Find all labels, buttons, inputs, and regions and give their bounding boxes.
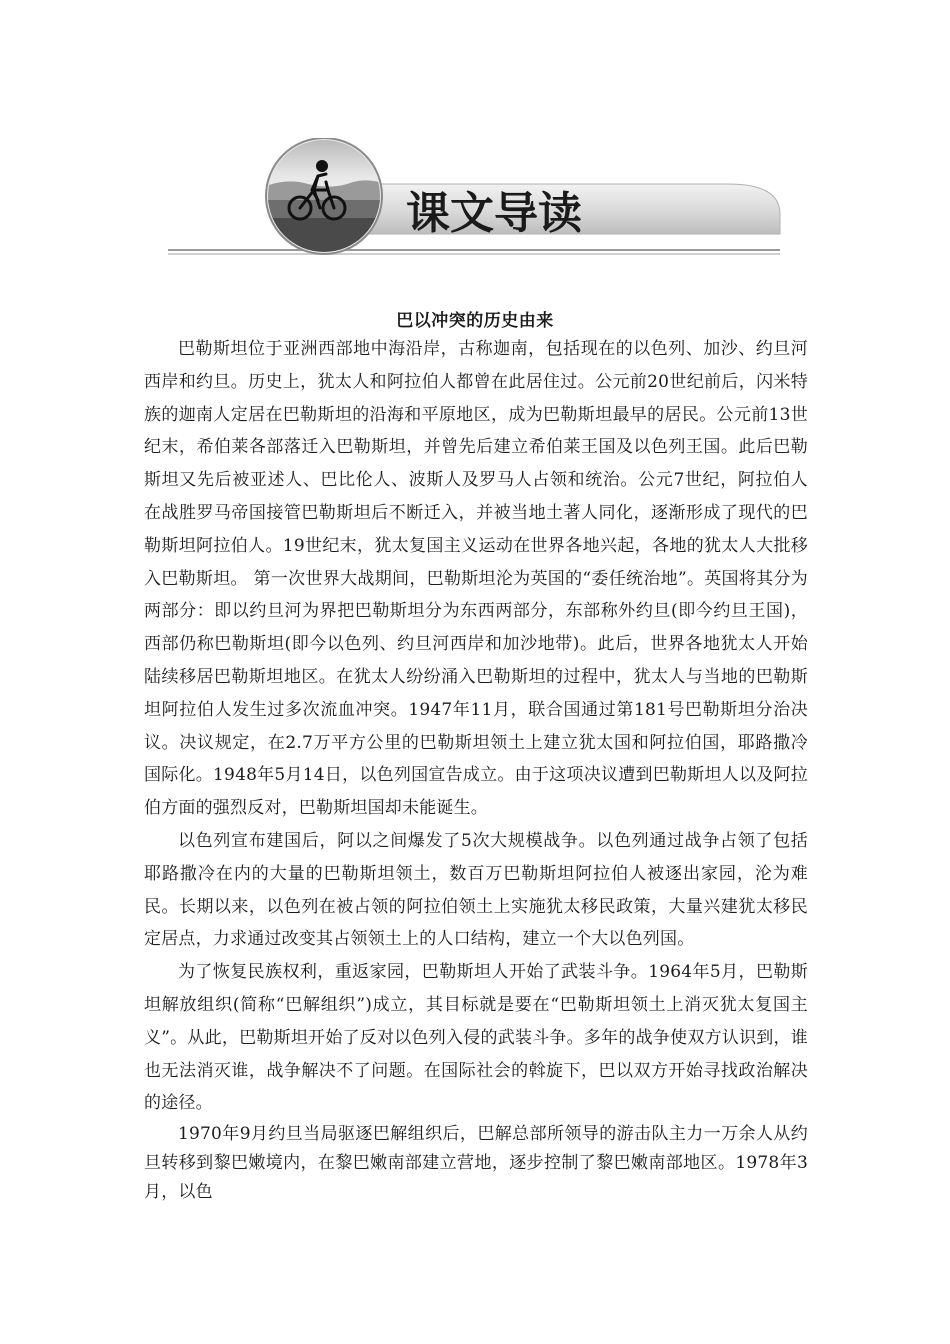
banner-graphic [168,138,788,268]
paragraph-1: 巴勒斯坦位于亚洲西部地中海沿岸，古称迦南，包括现在的以色列、加沙、约旦河西岸和约旦。历史上，犹太人和阿拉伯人都曾在此居住过。公元前20世纪前后，闪米特族的迦南人定居在巴勒斯坦的沿海和平原地区，成为巴勒斯坦最早的居民。公元前13世纪末，希伯莱各部落迁入巴勒斯坦，并曾先后建立希伯莱王国及以色列王国。此后巴勒斯坦又先后被亚述人、巴比伦人、波斯人及罗马人占领和统治。公元7世纪，阿拉伯人在战胜罗马帝国接管巴勒斯坦后不断迁入，并被当地土著人同化，逐渐形成了现代的巴勒斯坦阿拉伯人。19世纪末，犹太复国主义运动在世界各地兴起，各地的犹太人大批移入巴勒斯坦。 第一次世界大战期间，巴勒斯坦沦为英国的“委任统治地”。英国将其分为两部分：即以约旦河为界把巴勒斯坦分为东西两部分，东部称外约旦(即今约旦王国)，西部仍称巴勒斯坦(即今以色列、约旦河西岸和加沙地带)。此后，世界各地犹太人开始陆续移居巴勒斯坦地区。在犹太人纷纷涌入巴勒斯坦的过程中，犹太人与当地的巴勒斯坦阿拉伯人发生过多次流血冲突。1947年11月，联合国通过第181号巴勒斯坦分治决议。决议规定，在2.7万平方公里的巴勒斯坦领土上建立犹太国和阿拉伯国，耶路撒冷国际化。1948年5月14日，以色列国宣告成立。由于这项决议遭到巴勒斯坦人以及阿拉伯方面的强烈反对，巴勒斯坦国却未能诞生。 [144,339,808,819]
document-title: 巴以冲突的历史由来 [396,311,554,331]
paragraph-2: 以色列宣布建国后，阿以之间爆发了5次大规模战争。以色列通过战争占领了包括耶路撒冷在内的大量的巴勒斯坦领土，数百万巴勒斯坦阿拉伯人被逐出家园，沦为难民。长期以来，以色列在被占领的阿拉伯领土上实施犹太移民政策，大量兴建犹太移民定居点，力求通过改变其占领领土上的人口结构，建立一个大以色列国。 [144,830,808,950]
paragraph-3: 为了恢复民族权利，重返家园，巴勒斯坦人开始了武装斗争。1964年5月，巴勒斯坦解放组织(简称“巴解组织”)成立，其目标就是要在“巴勒斯坦领土上消灭犹太复国主义”。从此，巴勒斯坦开始了反对以色列入侵的武装斗争。多年的战争使双方认识到，谁也无法消灭谁，战争解决不了问题。在国际社会的斡旋下，巴以双方开始寻找政治解决的途径。 [144,962,808,1114]
section-banner [168,138,788,268]
paragraph-4: 1970年9月约旦当局驱逐巴解组织后，巴解总部所领导的游击队主力一万余人从约旦转移到黎巴嫩境内，在黎巴嫩南部建立营地，逐步控制了黎巴嫩南部地区。1978年3月，以色 [144,1124,808,1203]
document-body [144,333,808,1207]
banner-heading: 课文导读 [406,188,582,239]
